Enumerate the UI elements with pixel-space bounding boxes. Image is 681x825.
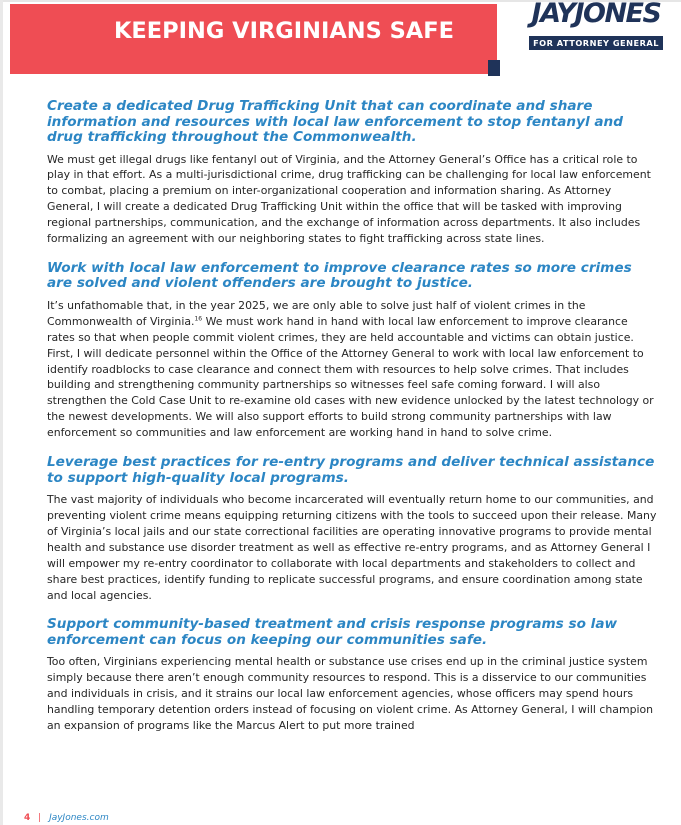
page-number: 4: [24, 813, 31, 823]
section-re-entry: [47, 455, 657, 603]
banner-accent: [488, 60, 500, 76]
footer-separator: |: [38, 813, 42, 823]
campaign-logo: [529, 2, 663, 50]
page-footer: [24, 812, 109, 824]
section-body-text: We must work hand in hand with local law enforcement to improve clearance rates so that when people commit violent crimes, they are held accountable and victims can obtain justice. First, I will dedicate personnel within the Office of the Attorney General to work with local law enforcement to identify roadblocks to case clearance and connect them with resources to help solve crimes. That includes building and strengthening community partnerships so witnesses feel safe coming forward. I will also strengthen the Cold Case Unit to re-examine old cases with new evidence unlocked by the latest technology or the newest developments. We will also support efforts to build strong community partnerships with law enforcement so communities and law enforcement are working hand in hand to solve crime.: [47, 314, 654, 440]
section-clearance-rates: [47, 261, 657, 441]
section-heading: Leverage best practices for re-entry programs and deliver technical assistance to support high-quality local programs.: [47, 454, 655, 486]
section-body: [47, 298, 657, 441]
page-title: KEEPING VIRGINIANS SAFE: [114, 18, 454, 44]
website-link[interactable]: JayJones.com: [49, 813, 109, 823]
header-banner: [10, 4, 497, 74]
logo-tagline: FOR ATTORNEY GENERAL: [529, 36, 663, 50]
section-heading: Create a dedicated Drug Trafficking Unit that can coordinate and share information and resources with local law enforcement to stop fentanyl and drug trafficking throughout the Commonwealth.: [47, 98, 623, 145]
section-crisis-response: [47, 617, 657, 734]
section-heading: Support community-based treatment and crisis response programs so law enforcement can focus on keeping our communities safe.: [47, 616, 618, 648]
page-left-rule: [0, 0, 3, 825]
section-body: We must get illegal drugs like fentanyl out of Virginia, and the Attorney General’s Office has a critical role to play in that effort. As a multi-jurisdictional crime, drug trafficking can be challenging for local law enforcement to combat, placing a premium on inter-organizational cooperation and information sharing. As Attorney General, I will create a dedicated Drug Trafficking Unit within the office that will be tasked with improving regional partnerships, communication, and the exchange of information across departments. It also includes formalizing an agreement with our neighboring states to fight trafficking across state lines.: [47, 152, 651, 246]
section-body: The vast majority of individuals who become incarcerated will eventually return home to our communities, and preventing violent crime means equipping returning citizens with the tools to succeed upon their release. Many of Virginia’s local jails and our state correctional facilities are operating innovative programs to provide mental health and substance use disorder treatment as well as effective re-entry programs, and as Attorney General I will empower my re-entry coordinator to collaborate with local departments and stakeholders to collect and share best practices, identify funding to replicate successful programs, and ensure coordination among state and local agencies.: [47, 493, 657, 602]
logo-wordmark: JAYJONES: [531, 0, 661, 29]
section-body: Too often, Virginians experiencing mental health or substance use crises end up in the criminal justice system simply because there aren’t enough community resources to respond. This is a disservice to our communities and individuals in crisis, and it strains our local law enforcement agencies, whose officers may spend hours handling temporary detention orders instead of focusing on violent crime. As Attorney General, I will champion an expansion of programs like the Marcus Alert to put more trained: [47, 655, 654, 733]
section-body-text: It’s unfathomable that, in the year 2025, we are only able to solve just half of violent crimes in the Commonwealth of Virginia.: [47, 298, 586, 328]
document-body: [47, 99, 657, 748]
section-heading: Work with local law enforcement to improve clearance rates so more crimes are solved and violent offenders are brought to justice.: [47, 259, 632, 292]
footnote-reference[interactable]: 16: [194, 315, 203, 323]
section-drug-trafficking: [47, 99, 657, 247]
